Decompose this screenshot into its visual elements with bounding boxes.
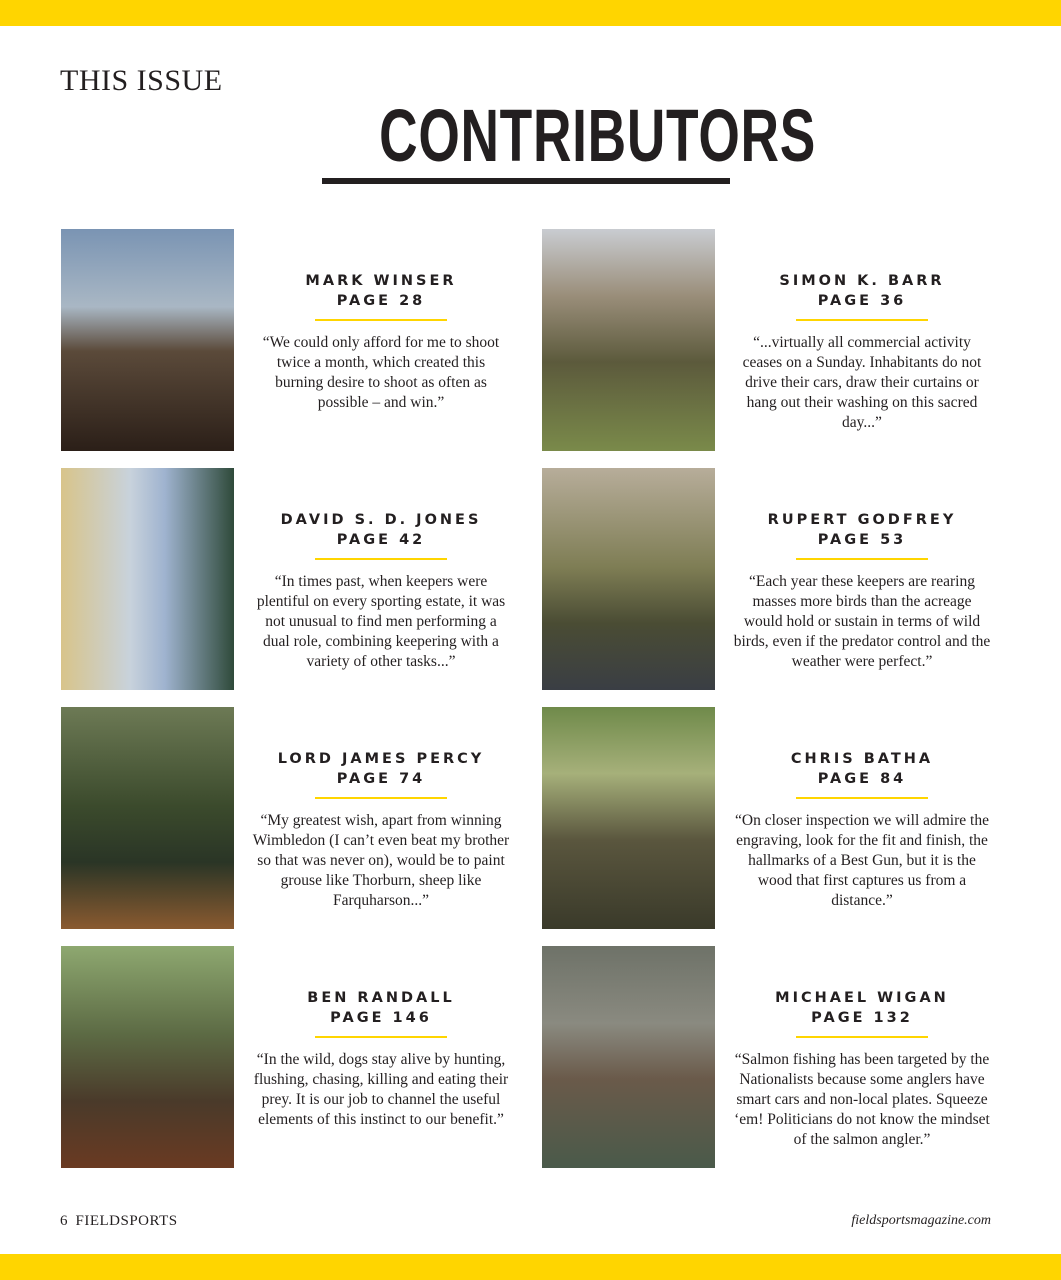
contributor-photo bbox=[542, 229, 715, 451]
contributor-card bbox=[542, 707, 1012, 929]
contributor-card bbox=[542, 946, 1012, 1168]
page-title: CONTRIBUTORS bbox=[379, 94, 816, 177]
contributor-card bbox=[61, 707, 531, 929]
contributor-card bbox=[542, 468, 1012, 690]
contributor-quote: “My greatest wish, apart from winning Wimbledon (I can’t even beat my brother so that was never on), would be to paint grouse like Thorburn, sheep like Farquharson...” bbox=[252, 812, 510, 909]
top-accent-bar bbox=[0, 0, 1061, 26]
contributor-quote: “In the wild, dogs stay alive by hunting, flushing, chasing, killing and eating their prey. It is our job to channel the useful elements of this instinct to our benefit.” bbox=[253, 1051, 509, 1128]
contributor-quote: “We could only afford for me to shoot twice a month, which created this burning desire to shoot as often as possible – and win.” bbox=[262, 334, 500, 411]
contributor-text bbox=[251, 510, 511, 672]
contributor-photo bbox=[61, 468, 234, 690]
contributor-photo bbox=[542, 468, 715, 690]
name-underline bbox=[796, 1036, 928, 1038]
footer-left bbox=[60, 1213, 178, 1230]
contributor-page[interactable]: PAGE 132 bbox=[811, 1010, 913, 1026]
contributor-page[interactable]: PAGE 84 bbox=[817, 771, 907, 787]
contributor-quote: “...virtually all commercial activity ceases on a Sunday. Inhabitants do not drive their cars, draw their curtains or hang out their washing on this sacred day...” bbox=[742, 334, 982, 431]
contributor-name: MARK WINSER bbox=[305, 273, 457, 289]
contributor-card bbox=[61, 946, 531, 1168]
name-underline bbox=[315, 319, 447, 321]
name-underline bbox=[315, 1036, 447, 1038]
bottom-accent-bar bbox=[0, 1254, 1061, 1280]
contributor-name: RUPERT GODFREY bbox=[767, 512, 957, 528]
name-underline bbox=[796, 319, 928, 321]
contributor-page[interactable]: PAGE 42 bbox=[336, 532, 426, 548]
contributor-text bbox=[732, 988, 992, 1150]
contributor-text bbox=[732, 271, 992, 433]
section-kicker: THIS ISSUE bbox=[60, 64, 223, 97]
contributor-name: LORD JAMES PERCY bbox=[277, 751, 485, 767]
contributor-page[interactable]: PAGE 74 bbox=[336, 771, 426, 787]
magazine-name: FIELDSPORTS bbox=[75, 1213, 178, 1229]
contributor-text bbox=[732, 749, 992, 911]
contributor-card bbox=[61, 229, 531, 451]
contributor-page[interactable]: PAGE 53 bbox=[817, 532, 907, 548]
contributor-text bbox=[251, 271, 511, 413]
website-link[interactable]: fieldsportsmagazine.com bbox=[851, 1213, 991, 1228]
contributor-page[interactable]: PAGE 28 bbox=[336, 293, 426, 309]
contributor-text bbox=[251, 988, 511, 1130]
contributor-page[interactable]: PAGE 146 bbox=[330, 1010, 432, 1026]
contributor-page[interactable]: PAGE 36 bbox=[817, 293, 907, 309]
contributor-name: CHRIS BATHA bbox=[790, 751, 934, 767]
page-number: 6 bbox=[60, 1213, 68, 1229]
contributor-photo bbox=[61, 229, 234, 451]
contributor-card bbox=[542, 229, 1012, 451]
contributor-photo bbox=[542, 707, 715, 929]
contributor-name: BEN RANDALL bbox=[307, 990, 455, 1006]
contributor-name: DAVID S. D. JONES bbox=[280, 512, 482, 528]
contributor-photo bbox=[542, 946, 715, 1168]
contributor-card bbox=[61, 468, 531, 690]
name-underline bbox=[315, 558, 447, 560]
title-underline bbox=[322, 178, 730, 184]
contributor-name: MICHAEL WIGAN bbox=[775, 990, 949, 1006]
contributor-quote: “In times past, when keepers were plentiful on every sporting estate, it was not unusual to find men performing a dual role, combining keepering with a variety of other tasks...” bbox=[256, 573, 506, 670]
contributor-name: SIMON K. BARR bbox=[779, 273, 945, 289]
name-underline bbox=[796, 558, 928, 560]
name-underline bbox=[796, 797, 928, 799]
contributor-photo bbox=[61, 707, 234, 929]
contributor-quote: “Salmon fishing has been targeted by the Nationalists because some anglers have smart cars and non-local plates. Squeeze ‘em! Politicians do not know the mindset of the salmon angler.” bbox=[734, 1051, 990, 1148]
contributor-quote: “On closer inspection we will admire the engraving, look for the fit and finish, the hallmarks of a Best Gun, but it is the wood that first captures us from a distance.” bbox=[735, 812, 989, 909]
contributor-photo bbox=[61, 946, 234, 1168]
name-underline bbox=[315, 797, 447, 799]
contributor-text bbox=[732, 510, 992, 672]
contributor-text bbox=[251, 749, 511, 911]
contributor-quote: “Each year these keepers are rearing masses more birds than the acreage would hold or sustain in terms of wild birds, even if the predator control and the weather were perfect.” bbox=[733, 573, 991, 670]
